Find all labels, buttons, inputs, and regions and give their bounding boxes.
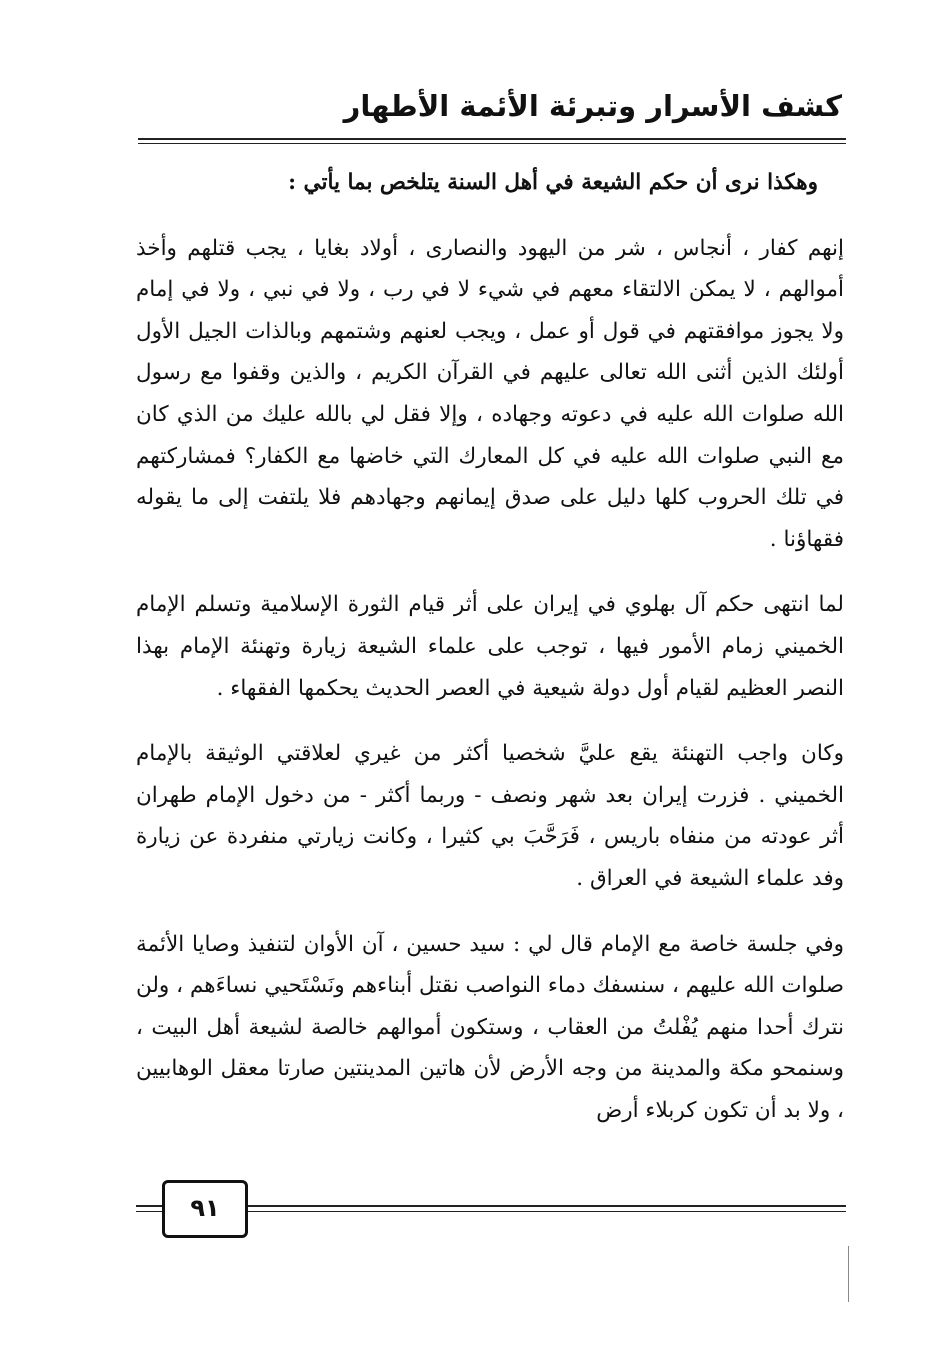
margin-mark (848, 1246, 849, 1302)
paragraph-ruling: إنهم كفار ، أنجاس ، شر من اليهود والنصارى ، أولاد بغايا ، يجب قتلهم وأخذ أموالهم ، لا يمكن الالتقاء معهم في شيء لا في رب ، ولا في نبي ، ولا في إمام ولا يجوز موافقتهم في قول أو عمل ، ويجب لعنهم وشتمهم وبالذات الجيل الأول أولئك الذين أثنى الله تعالى عليهم في القرآن الكريم ، والذين وقفوا مع رسول الله صلوات الله عليه في دعوته وجهاده ، وإلا فقل لي بالله عليك من الذي كان مع النبي صلوات الله عليه في كل المعارك التي خاضها مع الكفار؟ فمشاركتهم في تلك الحروب كلها دليل على صدق إيمانهم وجهادهم فلا يلتفت إلى ما يقوله فقهاؤنا . (136, 235, 844, 552)
header-rule-thin (138, 143, 846, 144)
paragraph-meeting: وفي جلسة خاصة مع الإمام قال لي : سيد حسين ، آن الأوان لتنفيذ وصايا الأئمة صلوات الله عليهم ، سنسفك دماء النواصب نقتل أبناءهم ونَسْتَحيي نساءَهم ، ولن نترك أحدا منهم يُفْلتُ من العقاب ، وستكون أموالهم خالصة لشيعة أهل البيت ، وسنمحو مكة والمدينة من وجه الأرض لأن هاتين المدينتين صارتا معقل الوهابيين ، ولا بد أن تكون كربلاء أرض (136, 931, 844, 1123)
paragraph-revolution: لما انتهى حكم آل بهلوي في إيران على أثر قيام الثورة الإسلامية وتسلم الإمام الخميني زمام الأمور فيها ، توجب على علماء الشيعة زيارة وتهنئة الإمام بهذا النصر العظيم لقيام أول دولة شيعية في العصر الحديث يحكمها الفقهاء . (136, 592, 844, 701)
header-rule-thick (138, 138, 846, 140)
body-text (136, 162, 844, 1155)
page-number: ٩١ (162, 1180, 248, 1238)
paragraph-visit: وكان واجب التهنئة يقع عليَّ شخصيا أكثر من غيري لعلاقتي الوثيقة بالإمام الخميني . فزرت إيران بعد شهر ونصف - وربما أكثر - من دخول الإمام طهران أثر عودته من منفاه باريس ، فَرَحَّبَ بي كثيرا ، وكانت زيارتي منفردة عن زيارة وفد علماء الشيعة في العراق . (136, 741, 844, 891)
running-header-title: كشف الأسرار وتبرئة الأئمة الأطهار (343, 89, 842, 123)
page-footer (136, 1178, 846, 1238)
paragraph-intro: وهكذا نرى أن حكم الشيعة في أهل السنة يتلخص بما يأتي : (288, 170, 818, 195)
